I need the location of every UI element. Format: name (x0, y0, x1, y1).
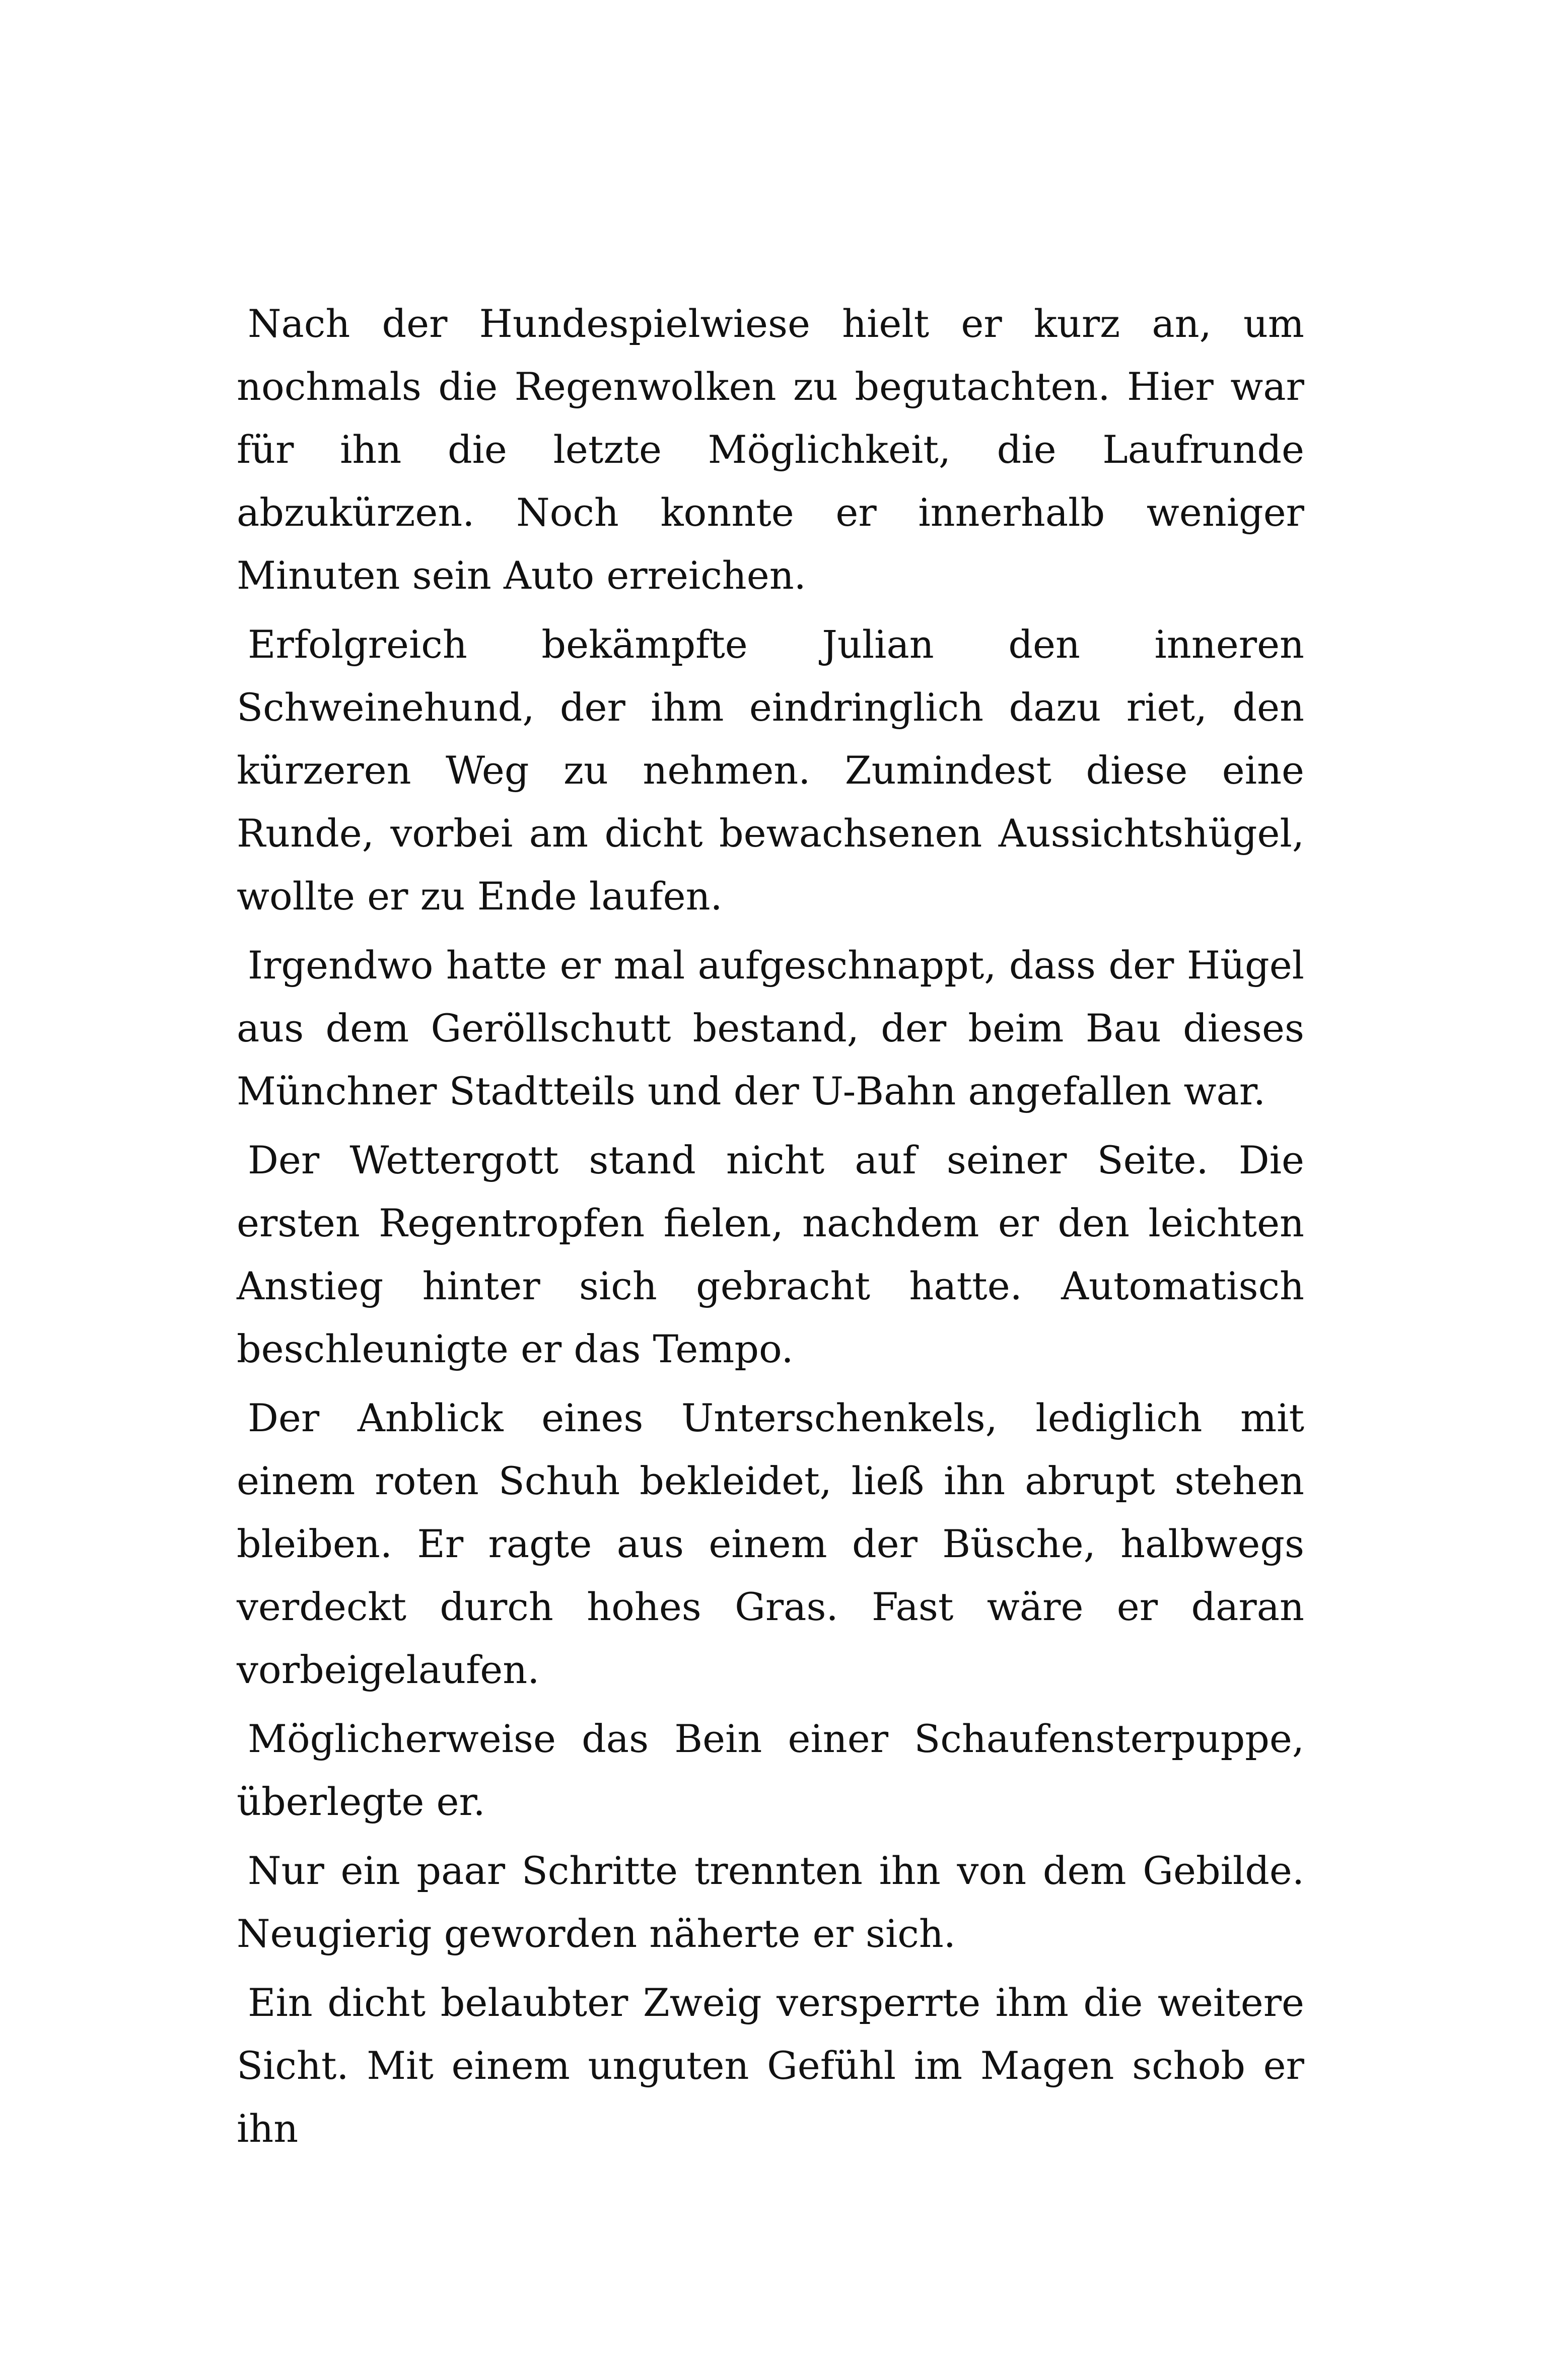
paragraph-8: Ein dicht belaubter Zweig versperrte ihm die weitere Sicht. Mit einem unguten Gefühl im Magen schob er ihn (237, 1980, 1304, 2151)
paragraph-5: Der Anblick eines Unterschenkels, lediglich mit einem roten Schuh bekleidet, ließ ihn abrupt stehen bleiben. Er ragte aus einem der Büsche, halbwegs verdeckt durch hohes Gras. Fast wäre er daran vorbeigelaufen. (237, 1395, 1304, 1692)
paragraph-7: Nur ein paar Schritte trennten ihn von dem Gebilde. Neugierig geworden näherte er sich. (237, 1848, 1304, 1956)
paragraph-1: Nach der Hundespielwiese hielt er kurz an, um nochmals die Regenwolken zu begutachten. Hier war für ihn die letzte Möglichkeit, die Laufrunde abzukürzen. Noch konnte er innerhalb weniger Minuten sein Auto erreichen. (237, 301, 1304, 598)
body-text (237, 292, 1304, 2166)
paragraph-6: Möglicherweise das Bein einer Schaufensterpuppe, überlegte er. (237, 1716, 1304, 1824)
paragraph-4: Der Wettergott stand nicht auf seiner Seite. Die ersten Regentropfen fielen, nachdem er den leichten Anstieg hinter sich gebracht hatte. Automatisch beschleunigte er das Tempo. (237, 1138, 1304, 1371)
paragraph-3: Irgendwo hatte er mal aufgeschnappt, dass der Hügel aus dem Geröllschutt bestand, der beim Bau dieses Münchner Stadtteils und der U-Bahn angefallen war. (237, 943, 1304, 1113)
paragraph-2: Erfolgreich bekämpfte Julian den inneren Schweinehund, der ihm eindringlich dazu riet, den kürzeren Weg zu nehmen. Zumindest diese eine Runde, vorbei am dicht bewachsenen Aussichtshügel, wollte er zu Ende laufen. (237, 622, 1304, 919)
